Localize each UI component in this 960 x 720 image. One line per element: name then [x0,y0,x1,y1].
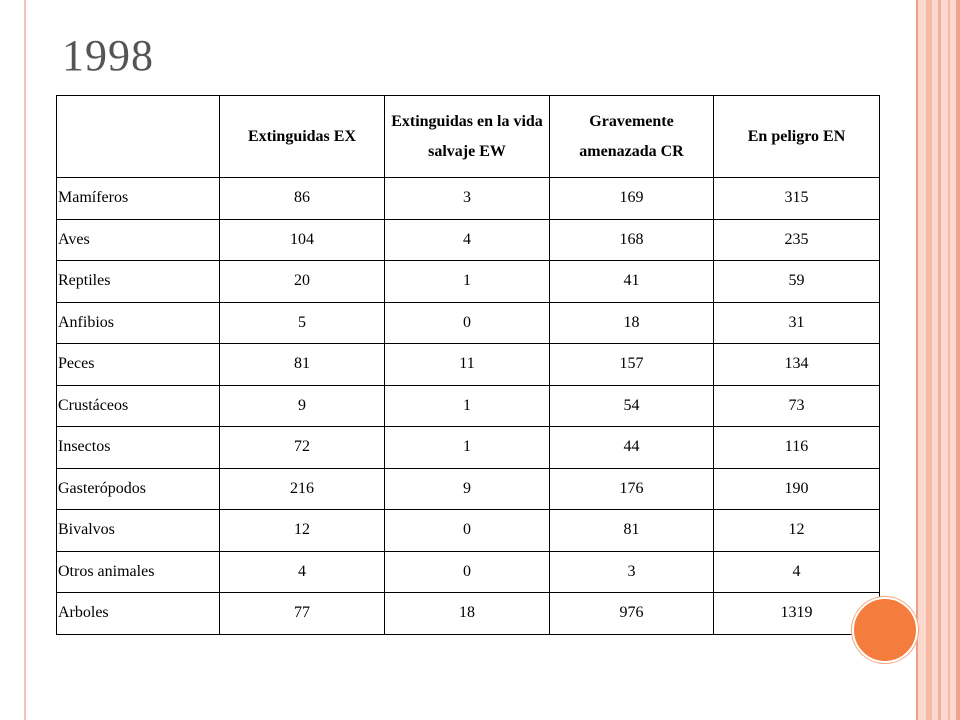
table-row [57,551,880,593]
cell-ex: 86 [220,178,385,220]
cell-ew: 18 [385,593,550,635]
cell-cr: 176 [550,468,714,510]
table-row [57,468,880,510]
table-header-corner [57,96,220,178]
cell-ex: 5 [220,302,385,344]
table-row [57,344,880,386]
table-header-ew: Extinguidas en la vida salvaje EW [385,96,550,178]
table-row [57,427,880,469]
cell-en: 116 [714,427,880,469]
cell-cr: 18 [550,302,714,344]
cell-en: 4 [714,551,880,593]
cell-ex: 216 [220,468,385,510]
cell-en: 190 [714,468,880,510]
right-decorative-band [916,0,960,720]
cell-en: 12 [714,510,880,552]
cell-en: 134 [714,344,880,386]
cell-ex: 20 [220,261,385,303]
left-decorative-border [0,0,38,720]
cell-ew: 3 [385,178,550,220]
cell-ew: 0 [385,551,550,593]
table-row [57,385,880,427]
row-label: Anfibios [57,302,220,344]
slide-title: 1998 [62,31,154,80]
cell-ew: 0 [385,510,550,552]
left-border-line [24,0,26,720]
table-row [57,178,880,220]
cell-en: 73 [714,385,880,427]
row-label: Otros animales [57,551,220,593]
table-header-en: En peligro EN [714,96,880,178]
table-row [57,261,880,303]
cell-cr: 81 [550,510,714,552]
row-label: Gasterópodos [57,468,220,510]
row-label: Mamíferos [57,178,220,220]
row-label: Peces [57,344,220,386]
cell-cr: 168 [550,219,714,261]
cell-cr: 157 [550,344,714,386]
cell-ex: 9 [220,385,385,427]
cell-ex: 12 [220,510,385,552]
table-row [57,593,880,635]
cell-cr: 44 [550,427,714,469]
right-band-stripe [926,0,932,720]
cell-ew: 1 [385,385,550,427]
row-label: Crustáceos [57,385,220,427]
cell-cr: 169 [550,178,714,220]
cell-en: 59 [714,261,880,303]
cell-cr: 41 [550,261,714,303]
row-label: Aves [57,219,220,261]
cell-cr: 976 [550,593,714,635]
cell-en: 315 [714,178,880,220]
cell-cr: 3 [550,551,714,593]
species-threat-table [56,95,880,635]
right-band-stripe [916,0,918,720]
cell-ex: 4 [220,551,385,593]
table-header-row [57,96,880,178]
row-label: Reptiles [57,261,220,303]
right-band-stripe [948,0,950,720]
cell-ew: 1 [385,427,550,469]
row-label: Arboles [57,593,220,635]
cell-ew: 11 [385,344,550,386]
row-label: Bivalvos [57,510,220,552]
cell-ew: 9 [385,468,550,510]
decorative-orange-circle [852,597,918,663]
table-header-ex: Extinguidas EX [220,96,385,178]
cell-ew: 4 [385,219,550,261]
right-band-stripe [956,0,960,720]
cell-en: 1319 [714,593,880,635]
table-row [57,510,880,552]
cell-ex: 72 [220,427,385,469]
cell-ex: 104 [220,219,385,261]
cell-ex: 81 [220,344,385,386]
cell-ew: 0 [385,302,550,344]
cell-ew: 1 [385,261,550,303]
table-row [57,219,880,261]
row-label: Insectos [57,427,220,469]
cell-en: 235 [714,219,880,261]
cell-en: 31 [714,302,880,344]
cell-cr: 54 [550,385,714,427]
table-header-cr: Gravemente amenazada CR [550,96,714,178]
cell-ex: 77 [220,593,385,635]
table-row [57,302,880,344]
right-band-stripe [938,0,941,720]
